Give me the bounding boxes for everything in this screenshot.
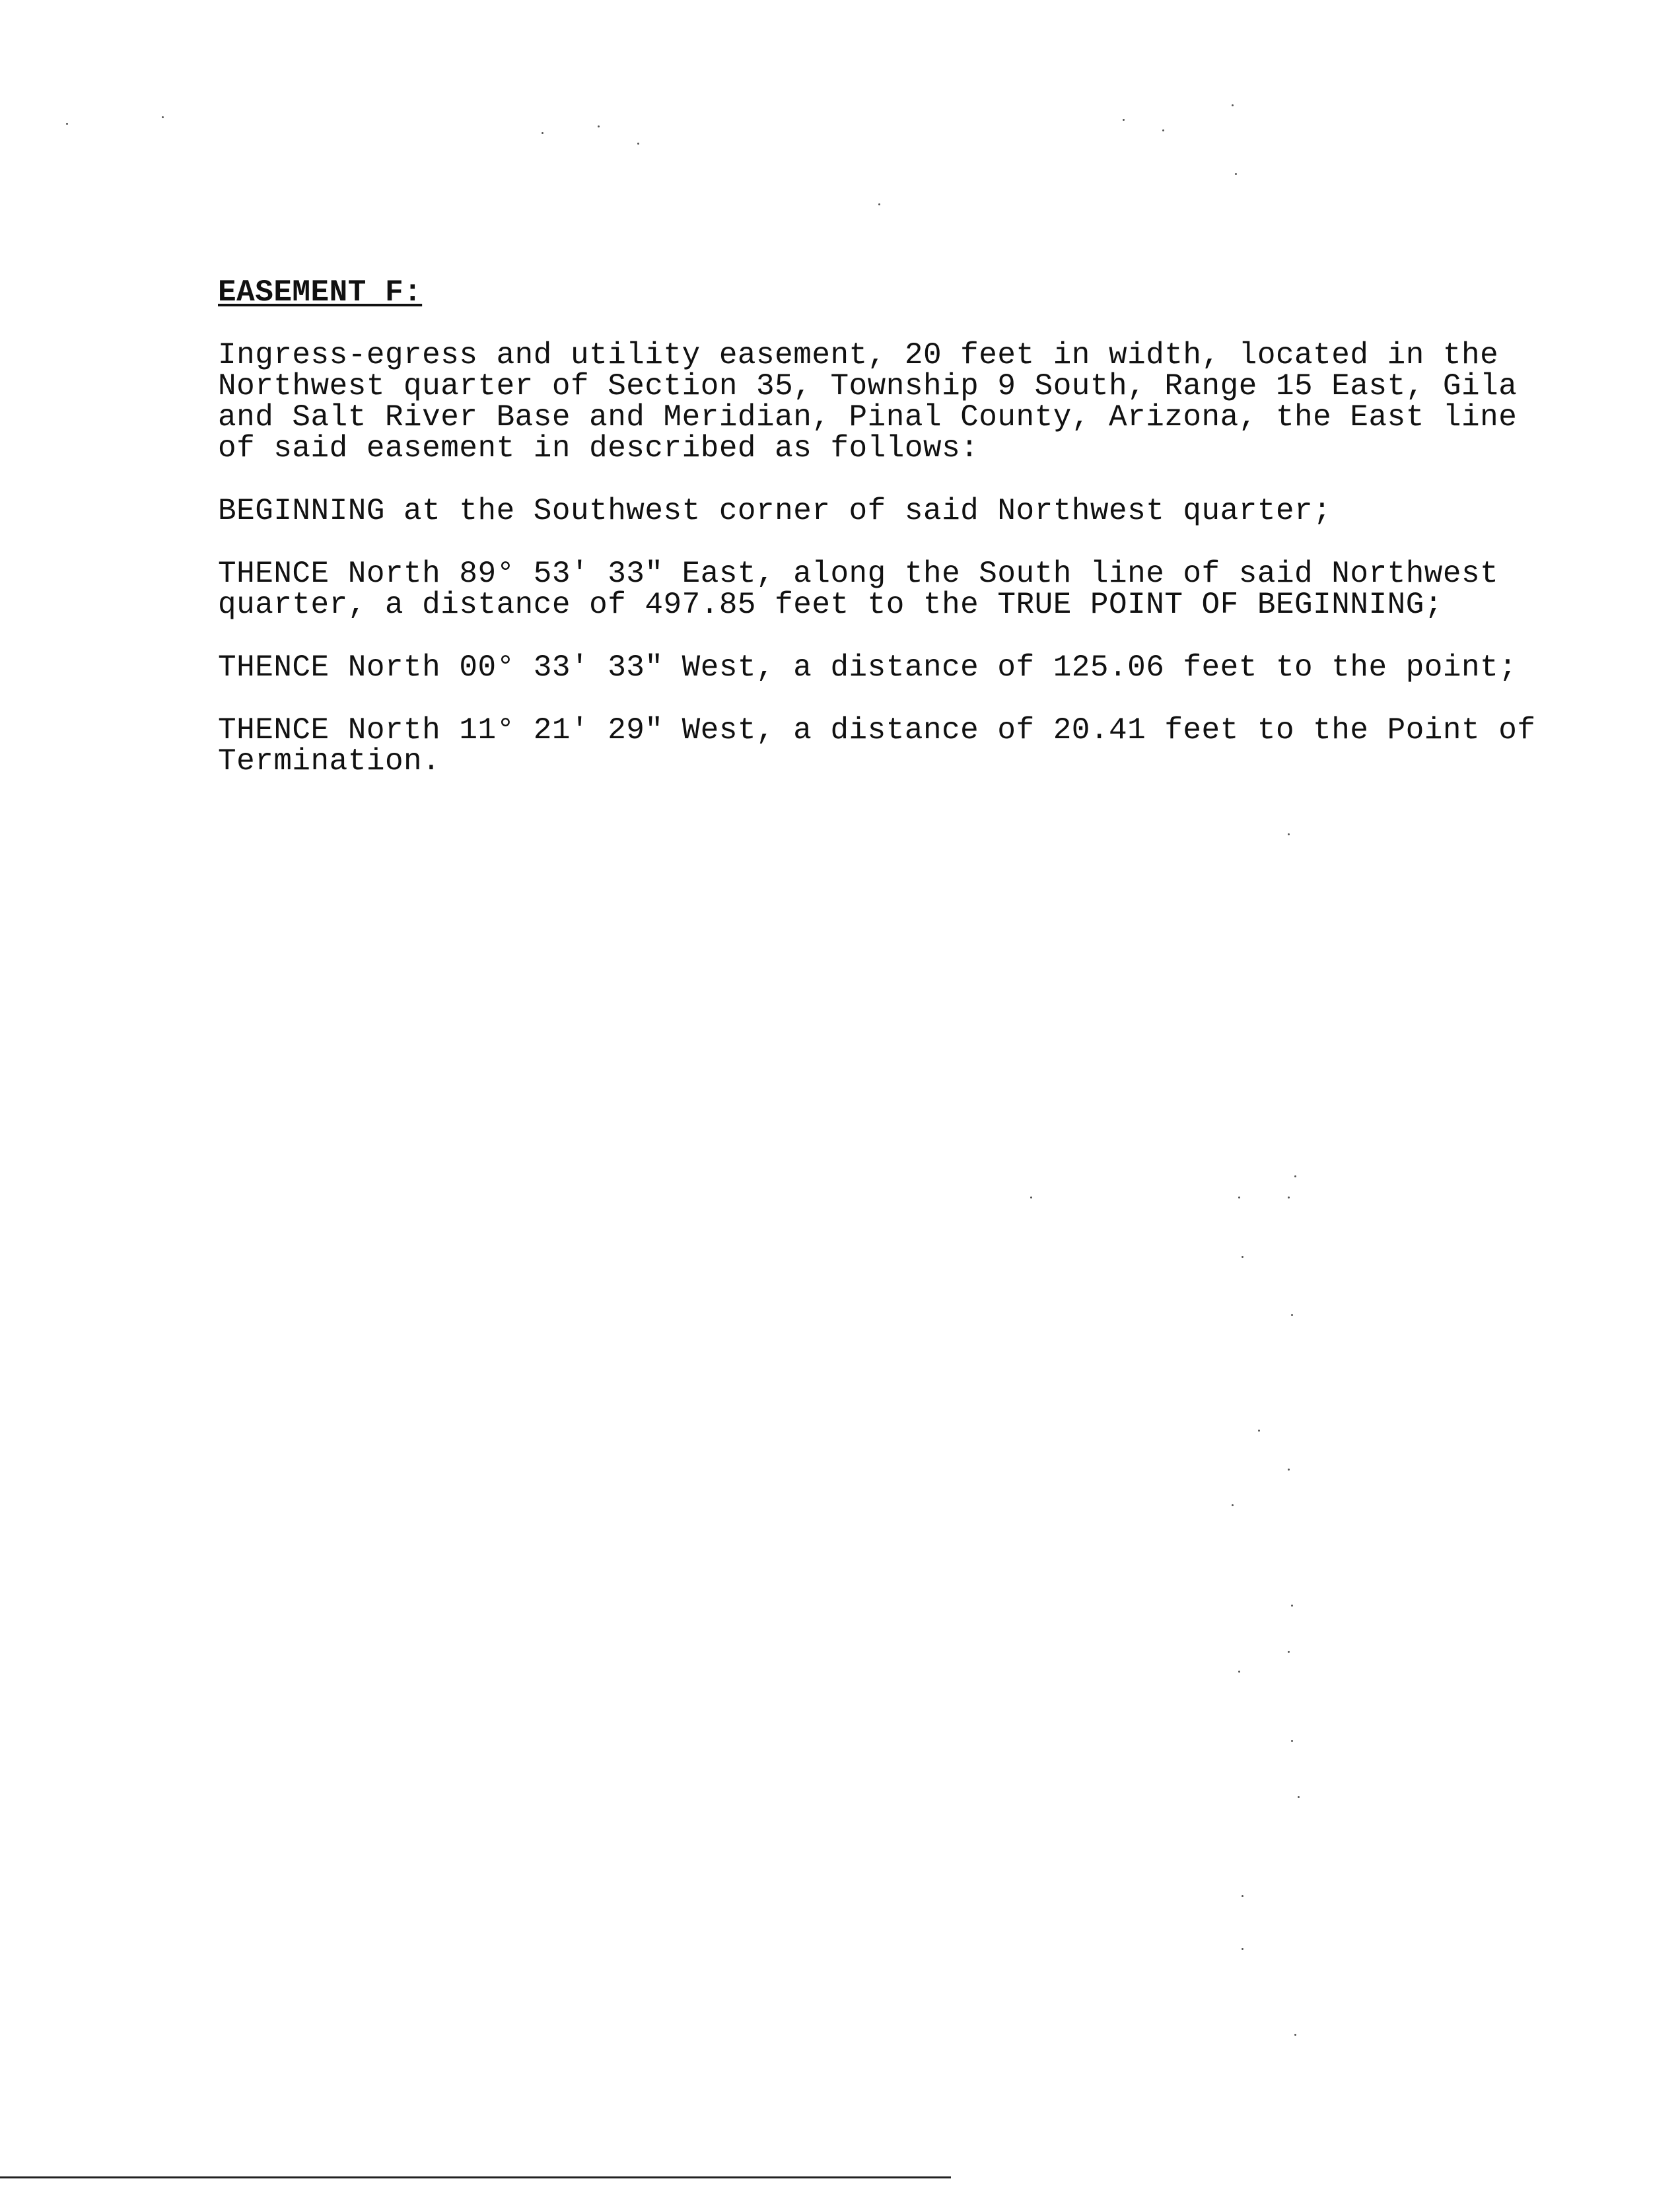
scan-speck bbox=[1288, 833, 1290, 835]
beginning-paragraph bbox=[218, 496, 1638, 527]
scan-speck bbox=[1291, 1314, 1293, 1316]
easement-heading: EASEMENT F: bbox=[218, 275, 423, 310]
scan-speck bbox=[542, 132, 543, 134]
text-line: THENCE North 00° 33' 33" West, a distance of 125.06 feet to the point; bbox=[218, 650, 1518, 685]
scan-speck bbox=[162, 116, 164, 118]
scan-speck bbox=[1291, 1605, 1293, 1607]
scan-speck bbox=[1242, 1948, 1243, 1950]
scan-speck bbox=[878, 203, 880, 205]
description-paragraph bbox=[218, 340, 1638, 464]
text-line: Termination. bbox=[218, 744, 441, 779]
course-paragraph-1 bbox=[218, 559, 1638, 621]
scan-speck bbox=[1232, 1504, 1234, 1506]
scan-speck bbox=[1258, 1430, 1260, 1432]
text-line: quarter, a distance of 497.85 feet to the TRUE POINT OF BEGINNING; bbox=[218, 588, 1443, 622]
scan-speck bbox=[1242, 1895, 1243, 1897]
text-line: THENCE North 89° 53' 33" East, along the South line of said Northwest bbox=[218, 557, 1499, 591]
bottom-rule bbox=[0, 2176, 951, 2178]
course-paragraph-2 bbox=[218, 652, 1638, 683]
scan-speck bbox=[1242, 1256, 1243, 1258]
scan-speck bbox=[1294, 1175, 1296, 1177]
text-line: BEGINNING at the Southwest corner of said Northwest quarter; bbox=[218, 494, 1332, 528]
scan-speck bbox=[1288, 1197, 1290, 1198]
document-body bbox=[218, 277, 1638, 809]
scan-speck bbox=[1030, 1197, 1032, 1198]
course-paragraph-3 bbox=[218, 715, 1638, 777]
scan-speck bbox=[66, 123, 68, 125]
text-line: of said easement in described as follows: bbox=[218, 431, 979, 466]
scan-speck bbox=[1298, 1796, 1300, 1798]
scan-speck bbox=[1238, 1671, 1240, 1673]
scan-speck bbox=[598, 125, 600, 127]
scan-speck bbox=[1123, 119, 1125, 121]
scan-speck bbox=[1232, 104, 1234, 106]
scan-speck bbox=[1238, 1197, 1240, 1198]
text-line: THENCE North 11° 21' 29" West, a distance of 20.41 feet to the Point of bbox=[218, 713, 1536, 747]
scan-speck bbox=[637, 143, 639, 145]
text-line: Northwest quarter of Section 35, Township 9 South, Range 15 East, Gila bbox=[218, 369, 1518, 403]
scan-speck bbox=[1294, 2034, 1296, 2036]
text-line: Ingress-egress and utility easement, 20 feet in width, located in the bbox=[218, 338, 1499, 372]
scan-speck bbox=[1162, 129, 1164, 131]
text-line: and Salt River Base and Meridian, Pinal County, Arizona, the East line bbox=[218, 400, 1518, 434]
scan-speck bbox=[1288, 1469, 1290, 1471]
scan-speck bbox=[1291, 1740, 1293, 1742]
scan-speck bbox=[1288, 1651, 1290, 1653]
scan-speck bbox=[1235, 173, 1237, 175]
